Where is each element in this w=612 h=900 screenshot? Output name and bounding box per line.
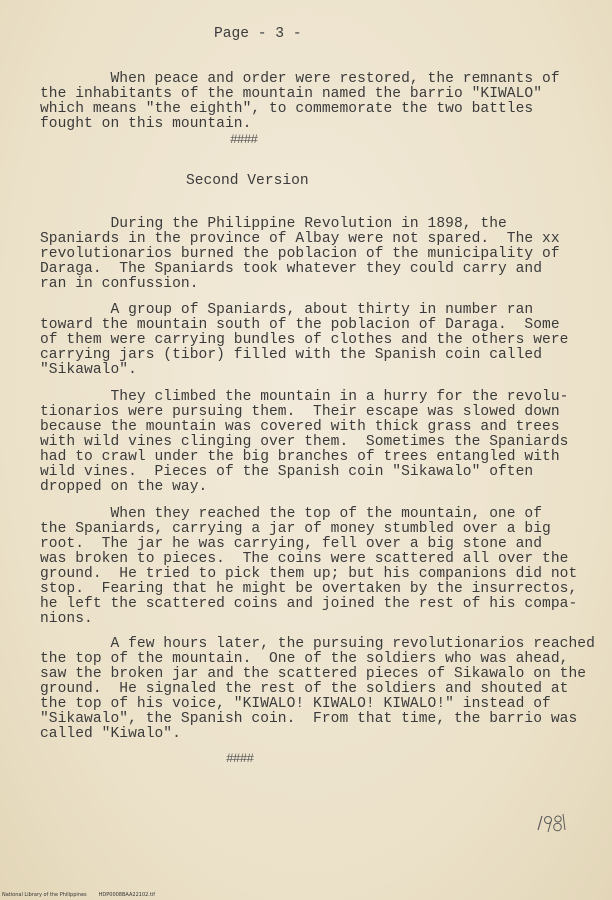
text-line: "Sikawalo". (40, 362, 137, 378)
text-line: the top of his voice, "KIWALO! KIWALO! KIWALO!" instead of (40, 696, 551, 712)
text-line: he left the scattered coins and joined the rest of his compa- (40, 596, 578, 612)
text-line: During the Philippine Revolution in 1898, the (40, 216, 507, 232)
text-line: tionarios were pursuing them. Their escape was slowed down (40, 404, 560, 420)
text-line: ground. He signaled the rest of the soldiers and shouted at (40, 681, 569, 697)
text-line: dropped on the way. (40, 479, 208, 495)
scan-footer (2, 892, 167, 898)
text-line: Spaniards in the province of Albay were not spared. The xx (40, 231, 560, 247)
text-line: because the mountain was covered with thick grass and trees (40, 419, 560, 435)
text-line: fought on this mountain. (40, 116, 252, 132)
text-line: the Spaniards, carrying a jar of money stumbled over a big (40, 521, 551, 537)
text-line: the inhabitants of the mountain named the barrio "KIWALO" (40, 86, 543, 102)
text-line: stop. Fearing that he might be overtaken by the insurrectos, (40, 581, 578, 597)
footer-file-id: HDP0008BAA22102.tif (98, 892, 156, 898)
text-line: nions. (40, 611, 93, 627)
text-line: They climbed the mountain in a hurry for the revolu- (40, 389, 569, 405)
text-line: saw the broken jar and the scattered pieces of Sikawalo on the (40, 666, 587, 682)
page-number: Page - 3 - (214, 26, 302, 42)
text-line: When peace and order were restored, the remnants of (40, 71, 560, 87)
section-separator: #### (230, 132, 258, 147)
text-line: wild vines. Pieces of the Spanish coin "Sikawalo" often (40, 464, 534, 480)
text-line: which means "the eighth", to commemorate the two battles (40, 101, 534, 117)
text-line: revolutionarios burned the poblacion of the municipality of (40, 246, 560, 262)
text-line: of them were carrying bundles of clothes and the others were (40, 332, 569, 348)
text-line: A few hours later, the pursuing revolutionarios reached (40, 636, 595, 652)
text-line: had to crawl under the big branches of trees entangled with (40, 449, 560, 465)
section-heading: Second Version (186, 173, 309, 189)
footer-institution: National Library of the Philippines (2, 892, 87, 898)
handwritten-note-198 (534, 808, 568, 836)
text-line: with wild vines clinging over them. Sometimes the Spaniards (40, 434, 569, 450)
text-line: the top of the mountain. One of the soldiers who was ahead, (40, 651, 569, 667)
section-separator: #### (226, 751, 254, 766)
text-line: called "Kiwalo". (40, 726, 181, 742)
text-line: "Sikawalo", the Spanish coin. From that time, the barrio was (40, 711, 578, 727)
text-line: When they reached the top of the mountain, one of (40, 506, 543, 522)
text-line: root. The jar he was carrying, fell over a big stone and (40, 536, 543, 552)
text-line: ground. He tried to pick them up; but his companions did not (40, 566, 578, 582)
text-line: Daraga. The Spaniards took whatever they could carry and (40, 261, 543, 277)
text-line: carrying jars (tibor) filled with the Spanish coin called (40, 347, 543, 363)
text-line: was broken to pieces. The coins were scattered all over the (40, 551, 569, 567)
text-line: ran in confussion. (40, 276, 199, 292)
text-line: toward the mountain south of the poblacion of Daraga. Some (40, 317, 560, 333)
text-line: A group of Spaniards, about thirty in number ran (40, 302, 534, 318)
